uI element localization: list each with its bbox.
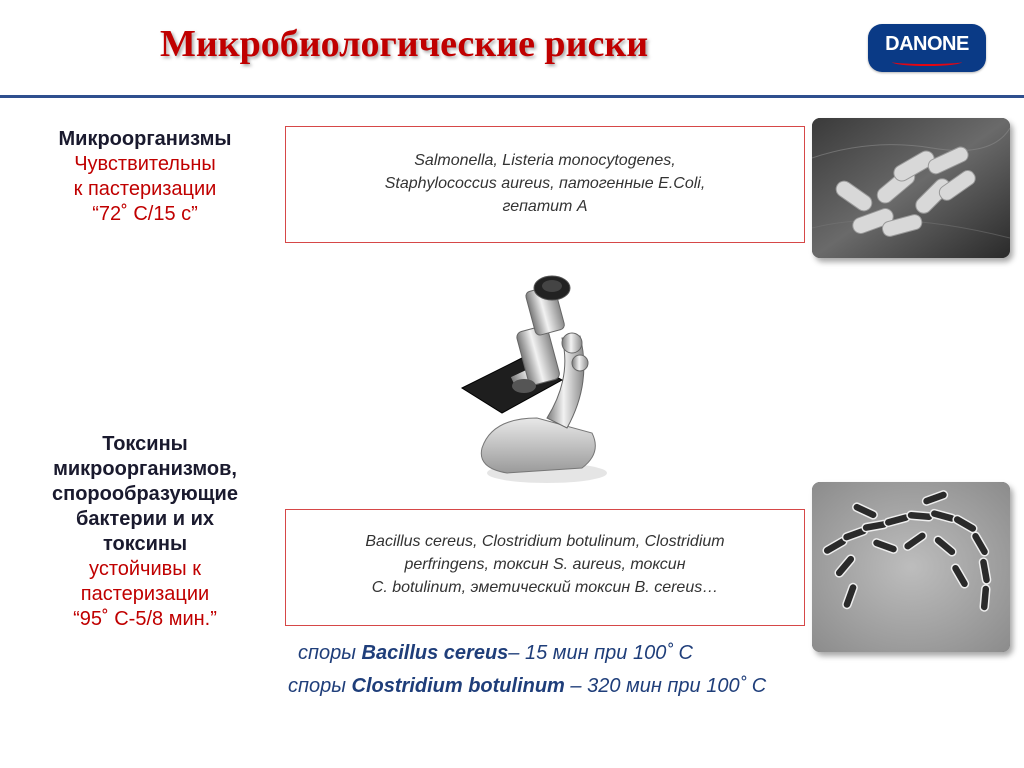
sp1-suffix: – 15 мин при 100˚ С [508, 642, 693, 664]
sensitive-pathogens-box [285, 126, 805, 243]
section2-heading2: микроорганизмов, [53, 458, 237, 480]
sensitive-microorganisms-text [20, 127, 270, 227]
sp1-organism: Bacillus cereus [361, 642, 509, 664]
sp2-suffix: – 320 мин при 100˚ С [564, 675, 767, 697]
section2-heading1: Токсины [102, 433, 188, 455]
box1-line3: гепатит А [502, 198, 588, 215]
danone-logo [868, 24, 986, 72]
logo-text: DANONE [885, 33, 969, 55]
section2-line7: пастеризации [80, 583, 210, 605]
box1-line2: Staphylococcus aureus, патогенные E.Coli, [384, 175, 706, 192]
bacteria-photo-chains [812, 482, 1010, 652]
section2-heading4: бактерии и их [75, 508, 215, 530]
section2-heading5: токсины [102, 533, 188, 555]
section2-line8: “95˚ С-5/8 мин.” [73, 608, 217, 630]
section2-line6: устойчивы к [89, 558, 201, 580]
spore-formers-box [285, 509, 805, 626]
section1-line2: Чувствительны [74, 153, 216, 175]
sp2-organism: Clostridium botulinum [351, 675, 565, 697]
microscope-image [452, 268, 622, 488]
box2-line3: C. botulinum, эметический токсин B. cereus… [371, 579, 719, 596]
section1-line4: “72˚ С/15 с” [92, 203, 198, 225]
box1-line1: Salmonella, Listeria monocytogenes, [414, 152, 676, 169]
resistant-toxins-text [20, 432, 270, 632]
header-divider [0, 95, 1024, 98]
sp2-prefix: споры [288, 675, 352, 697]
bacteria-photo-rods [812, 118, 1010, 258]
sp1-prefix: споры [298, 642, 362, 664]
section1-line3: к пастеризации [73, 178, 217, 200]
slide-title: Микробиологические риски [160, 23, 649, 65]
logo-swoosh [892, 58, 962, 66]
bacillus-spores-line [298, 642, 693, 665]
box2-line1: Bacillus cereus, Clostridium botulinum, Clostridium [365, 533, 725, 550]
section1-heading: Микроорганизмы [58, 128, 232, 150]
clostridium-spores-line [288, 675, 766, 698]
box2-line2: perfringens, токсин S. aureus, токсин [404, 556, 686, 573]
section2-heading3: спорообразующие [52, 483, 238, 505]
